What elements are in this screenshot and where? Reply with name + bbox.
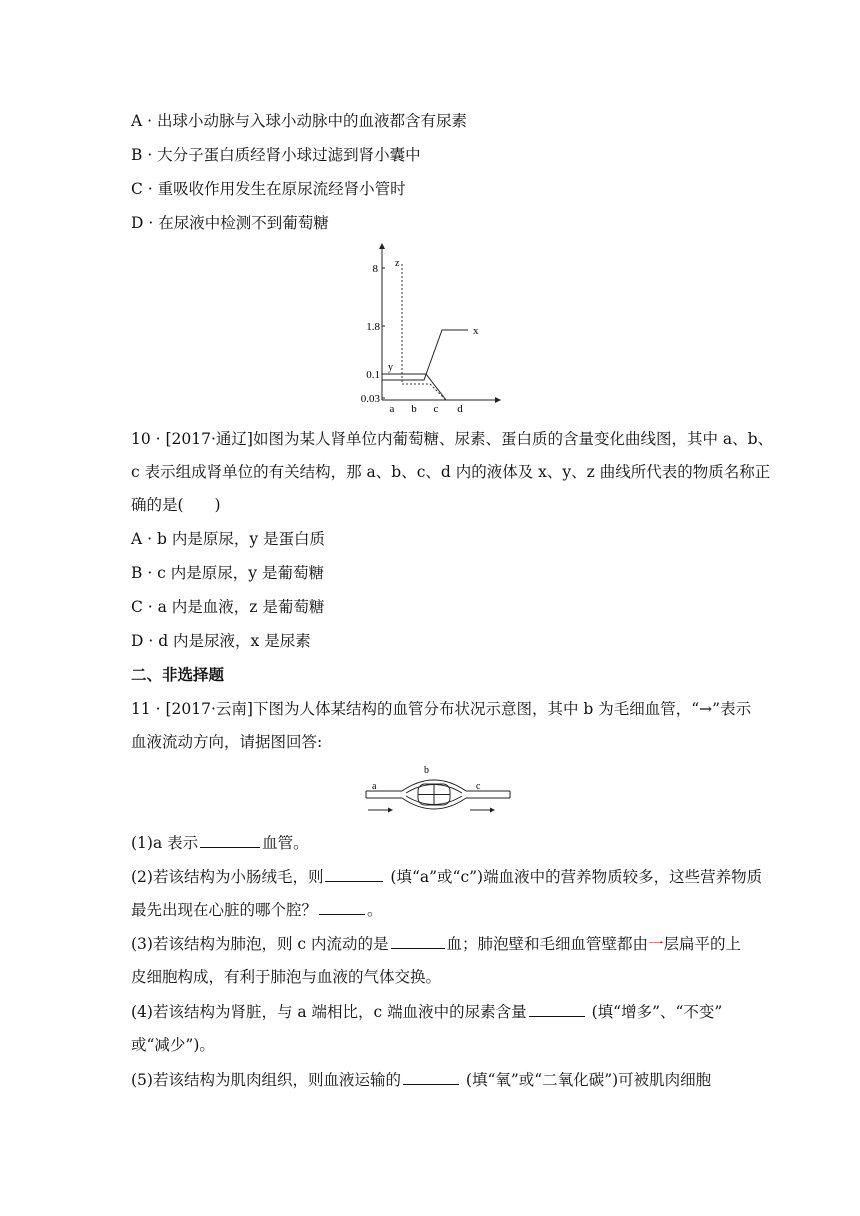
x-tick-d: d — [457, 403, 463, 415]
q10-option-c: C · a 内是血液，z 是葡萄糖 — [131, 598, 325, 616]
q11-part4-line2: 或“减少”)。 — [131, 1036, 215, 1054]
curve-y-label: y — [388, 362, 393, 373]
curve-x-label: x — [473, 325, 479, 337]
q10-stem-line1: 10 · [2017·通辽]如图为某人肾单位内葡萄糖、尿素、蛋白质的含量变化曲线图，其中 a、b、 — [131, 430, 774, 448]
q11-part5: (5)若该结构为肌肉组织，则血液运输的 (填“氧”或“二氧化碳”)可被肌肉细胞 — [131, 1071, 712, 1089]
vessel-label-b: b — [424, 765, 429, 776]
q10-option-a: A · b 内是原尿，y 是蛋白质 — [131, 530, 326, 548]
y-tick-1.8: 1.8 — [366, 321, 380, 333]
answer-blank-5[interactable] — [403, 1069, 459, 1085]
q11-part1: (1)a 表示 血管。 — [131, 834, 309, 852]
answer-blank-2a[interactable] — [325, 866, 383, 882]
q11-part4: (4)若该结构为肾脏，与 a 端相比，c 端血液中的尿素含量 (填“增多”、“不变” — [131, 1003, 723, 1021]
q10-option-b: B · c 内是原尿，y 是葡萄糖 — [131, 564, 324, 582]
section-heading: 二、非选择题 — [131, 665, 225, 684]
vessel-label-c: c — [476, 781, 481, 792]
answer-blank-2b[interactable] — [319, 899, 365, 915]
kidney-content-graph — [350, 238, 510, 418]
answer-blank-4[interactable] — [529, 1001, 585, 1017]
y-tick-8: 8 — [372, 263, 378, 275]
y-tick-0.03: 0.03 — [360, 393, 380, 405]
q10-stem-line3: 确的是( ) — [131, 496, 221, 514]
q11-part2: (2)若该结构为小肠绒毛，则 (填“a”或“c”)端血液中的营养物质较多，这些营养物质 — [131, 868, 763, 886]
y-tick-0.1: 0.1 — [366, 369, 380, 381]
vessel-label-a: a — [372, 781, 377, 792]
x-tick-b: b — [411, 403, 417, 415]
x-tick-c: c — [433, 403, 439, 415]
q11-stem-line1: 11 · [2017·云南]下图为人体某结构的血管分布状况示意图，其中 b 为毛细血管，“→”表示 — [131, 700, 752, 718]
q11-stem-line2: 血液流动方向，请据图回答: — [131, 733, 323, 751]
q11-part3-line2: 皮细胞构成，有利于肺泡与血液的气体交换。 — [131, 968, 442, 986]
q10-option-d: D · d 内是尿液，x 是尿素 — [131, 632, 311, 650]
q9-option-d: D · 在尿液中检测不到葡萄糖 — [131, 214, 329, 232]
q9-option-c: C · 重吸收作用发生在原尿流经肾小管时 — [131, 180, 406, 198]
blood-vessel-diagram — [362, 763, 514, 815]
x-tick-a: a — [389, 403, 395, 415]
answer-blank-3[interactable] — [391, 933, 445, 949]
q9-option-b: B · 大分子蛋白质经肾小球过滤到肾小囊中 — [131, 146, 421, 164]
answer-blank-1[interactable] — [200, 832, 260, 848]
q11-part2-line2: 最先出现在心脏的哪个腔？ 。 — [131, 901, 383, 919]
highlight-mark: 一 — [648, 935, 664, 953]
curve-x — [382, 330, 468, 380]
q11-part3: (3)若该结构为肺泡，则 c 内流动的是 血；肺泡壁和毛细血管壁都由一层扁平的上 — [131, 935, 742, 953]
q9-option-a: A · 出球小动脉与入球小动脉中的血液都含有尿素 — [131, 112, 467, 130]
curve-y — [382, 374, 446, 400]
curve-z-label: z — [395, 258, 400, 269]
q10-stem-line2: c 表示组成肾单位的有关结构，那 a、b、c、d 内的液体及 x、y、z 曲线所代表的物质名称正 — [131, 463, 771, 481]
